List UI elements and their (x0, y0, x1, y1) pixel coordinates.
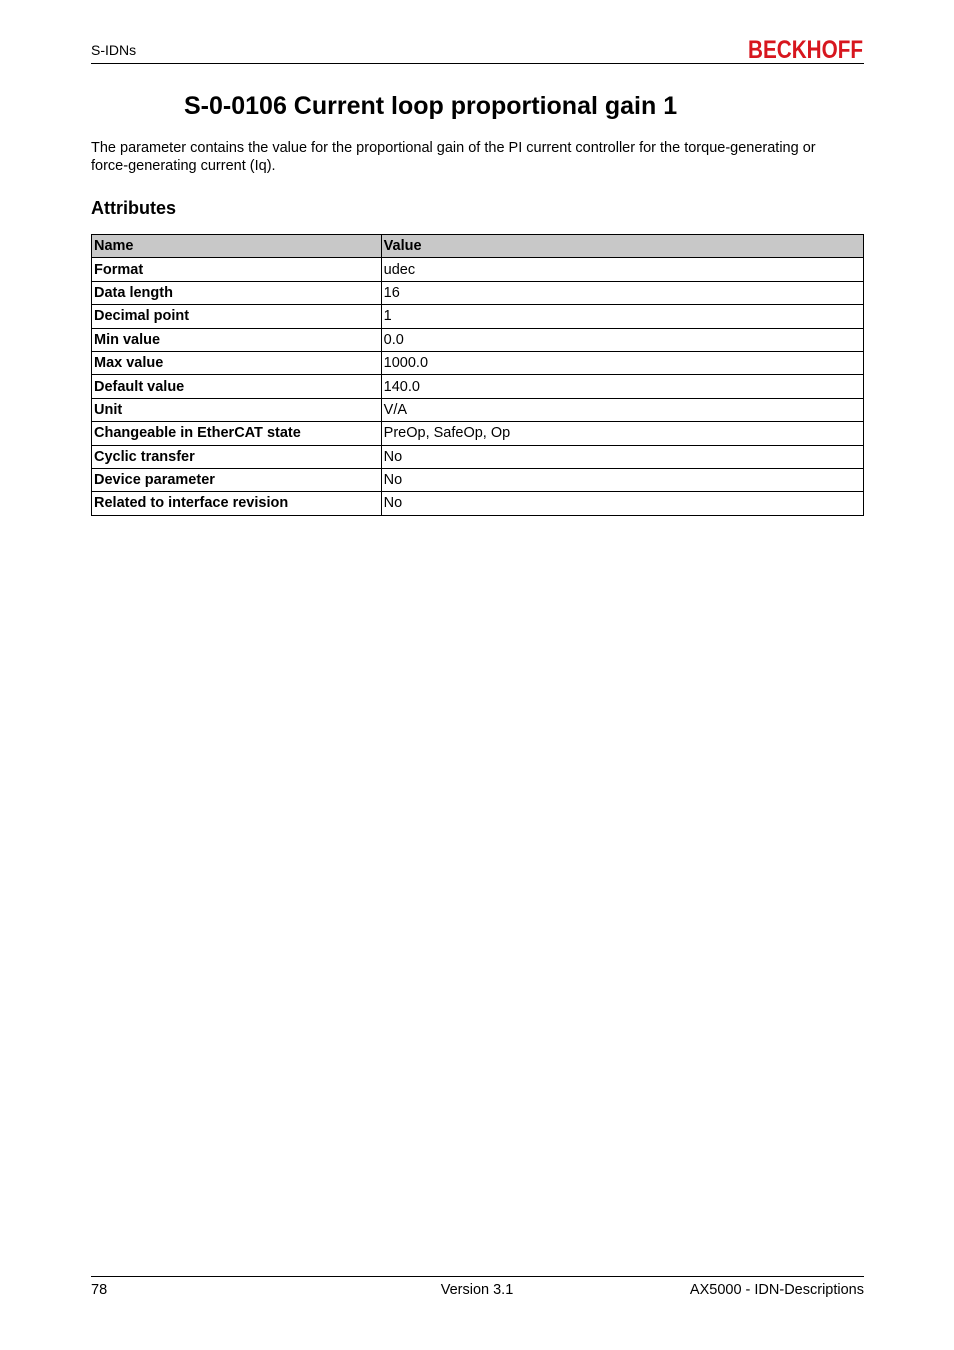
page-number: 78 (91, 1282, 108, 1298)
attribute-name: Related to interface revision (92, 492, 382, 515)
header-section-label: S-IDNs (91, 42, 137, 58)
attribute-value: 16 (381, 281, 863, 304)
column-header-name: Name (92, 235, 382, 258)
attribute-name: Format (92, 258, 382, 281)
attribute-value: udec (381, 258, 863, 281)
attribute-value: V/A (381, 398, 863, 421)
attribute-name: Default value (92, 375, 382, 398)
attribute-value: No (381, 492, 863, 515)
table-row (92, 351, 864, 374)
attribute-name: Decimal point (92, 305, 382, 328)
attribute-value: No (381, 445, 863, 468)
attribute-name: Cyclic transfer (92, 445, 382, 468)
document-version: Version 3.1 (440, 1282, 514, 1298)
attribute-name: Data length (92, 281, 382, 304)
table-row (92, 375, 864, 398)
column-header-value: Value (381, 235, 863, 258)
table-row (92, 258, 864, 281)
attribute-name: Device parameter (92, 468, 382, 491)
attribute-value: PreOp, SafeOp, Op (381, 422, 863, 445)
table-row (92, 305, 864, 328)
attribute-value: 1000.0 (381, 351, 863, 374)
beckhoff-logo (747, 35, 864, 64)
table-row (92, 422, 864, 445)
attribute-value: 1 (381, 305, 863, 328)
attribute-value: No (381, 468, 863, 491)
attribute-name: Unit (92, 398, 382, 421)
attribute-value: 0.0 (381, 328, 863, 351)
attribute-name: Min value (92, 328, 382, 351)
document-title: AX5000 - IDN-Descriptions (689, 1282, 864, 1298)
footer-rule (91, 1276, 864, 1277)
logo-text: BECKHOFF (748, 36, 863, 64)
table-row (92, 445, 864, 468)
table-row (92, 492, 864, 515)
attributes-heading: Attributes (91, 198, 176, 218)
attribute-name: Changeable in EtherCAT state (92, 422, 382, 445)
intro-paragraph: The parameter contains the value for the proportional gain of the PI current controller for the torque-generating or force-generating current (Iq). (91, 140, 816, 174)
attributes-table (91, 234, 864, 516)
table-row (92, 398, 864, 421)
table-row (92, 468, 864, 491)
table-row (92, 328, 864, 351)
page-title: S-0-0106 Current loop proportional gain 1 (184, 92, 678, 120)
header-rule (91, 63, 864, 64)
attribute-value: 140.0 (381, 375, 863, 398)
table-header-row (92, 235, 864, 258)
attribute-name: Max value (92, 351, 382, 374)
table-row (92, 281, 864, 304)
